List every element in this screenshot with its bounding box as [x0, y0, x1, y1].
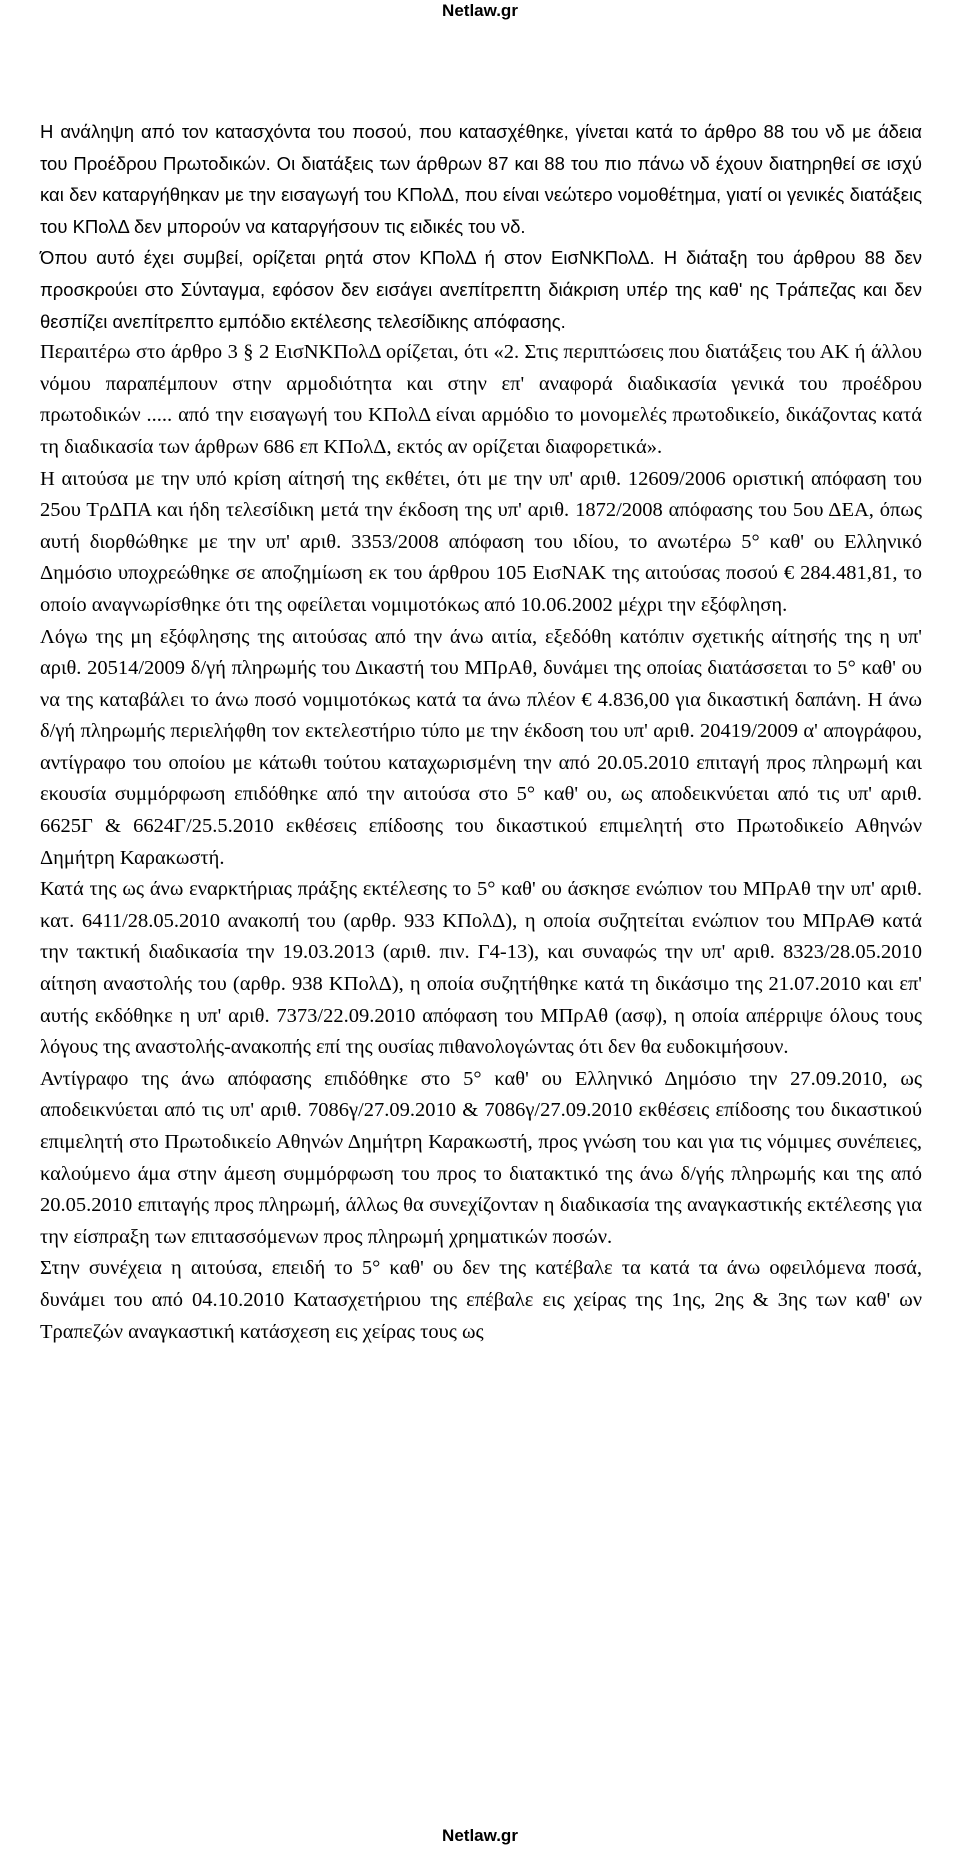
paragraph-6: Κατά της ως άνω εναρκτήριας πράξης εκτέλεσης το 5° καθ' ου άσκησε ενώπιον του ΜΠρΑθ την υπ' αριθ. κατ. 6411/28.05.2010 ανακοπή του (αρθρ. 933 ΚΠολΔ), η οποία συζητείται ενώπιον του ΜΠρΑΘ κατά την τακτική διαδικασία την 19.03.2013 (αριθ. πιν. Γ4-13), και συναφώς την υπ' αριθ. 8323/28.05.2010 αίτηση αναστολής του (αρθρ. 938 ΚΠολΔ), η οποία συζητήθηκε κατά τη δικάσιμο της 21.07.2010 και επ' αυτής εκδόθηκε η υπ' αριθ. 7373/22.09.2010 απόφαση του ΜΠρΑθ (ασφ), η οποία απέρριψε όλους τους λόγους της αναστολής-ανακοπής επί της ουσίας πιθανολογώντας ότι δεν θα ευδοκιμήσουν.	[40, 878, 922, 1059]
paragraph-4: Η αιτούσα με την υπό κρίση αίτησή της εκθέτει, ότι με την υπ' αριθ. 12609/2006 οριστική απόφαση του 25ου ΤρΔΠΑ και ήδη τελεσίδικη μετά την έκδοση της υπ' αριθ. 1872/2008 απόφασης του 5ου ΔΕΑ, όπως αυτή διορθώθηκε με την υπ' αριθ. 3353/2008 απόφαση του ιδίου, το ανωτέρω 5° καθ' ου Ελληνικό Δημόσιο υποχρεώθηκε σε αποζημίωση εκ του άρθρου 105 ΕισΝΑΚ της αιτούσας ποσού € 284.481,81, το οποίο αναγνωρίσθηκε ότι της οφείλεται νομιμοτόκως από 10.06.2002 μέχρι την εξόφληση.	[40, 467, 922, 616]
paragraph-2: Όπου αυτό έχει συμβεί, ορίζεται ρητά στον ΚΠολΔ ή στον ΕισΝΚΠολΔ. Η διάταξη του άρθρου 88 δεν προσκρούει στο Σύνταγμα, εφόσον δεν εισάγει ανεπίτρεπτη διάκριση υπέρ της καθ' ης Τράπεζας και δεν θεσπίζει ανεπίτρεπτο εμπόδιο εκτέλεσης τελεσίδικης απόφασης.	[40, 247, 922, 332]
site-header: Netlaw.gr	[442, 1, 518, 20]
paragraph-3: Περαιτέρω στο άρθρο 3 § 2 ΕισΝΚΠολΔ ορίζεται, ότι «2. Στις περιπτώσεις που διατάξεις του ΑΚ ή άλλου νόμου παραπέμπουν στην αρμοδιότητα και στην επ' αναφορά διαδικασία γενικά του προέδρου πρωτοδικών ..... από την εισαγωγή του ΚΠολΔ είναι αρμόδιο το μονομελές πρωτοδικείο, δικάζοντας κατά τη διαδικασία των άρθρων 686 επ ΚΠολΔ, εκτός αν ορίζεται διαφορετικά».	[40, 341, 922, 458]
paragraph-7: Αντίγραφο της άνω απόφασης επιδόθηκε στο 5° καθ' ου Ελληνικό Δημόσιο την 27.09.2010, ως αποδεικνύεται από τις υπ' αριθ. 7086γ/27.09.2010 & 7086γ/27.09.2010 εκθέσεις επίδοσης του δικαστικού επιμελητή στο Πρωτοδικείο Αθηνών Δημήτρη Καρακωστή, προς γνώση του και για τις νόμιμες συνέπειες, καλούμενο άμα στην άμεση συμμόρφωση του προς το διατακτικό της άνω δ/γής πληρωμής και της από 20.05.2010 επιταγής προς πληρωμή, άλλως θα συνεχίζονταν η διαδικασία της αναγκαστικής εκτέλεσης για την είσπραξη των επιτασσόμενων προς πληρωμή χρηματικών ποσών.	[40, 1067, 922, 1248]
document-body	[0, 116, 960, 1348]
paragraph-5: Λόγω της μη εξόφλησης της αιτούσας από την άνω αιτία, εξεδόθη κατόπιν σχετικής αίτησής της η υπ' αριθ. 20514/2009 δ/γή πληρωμής του Δικαστή του ΜΠρΑθ, δυνάμει της οποίας διατάσσεται το 5° καθ' ου να της καταβάλει το άνω ποσό νομιμοτόκως κατά τα άνω πλέον € 4.836,00 για δικαστική δαπάνη. Η άνω δ/γή πληρωμής περιελήφθη τον εκτελεστήριο τύπο με την έκδοση του υπ' αριθ. 20419/2009 α' απογράφου, αντίγραφο του οποίου με κάτωθι τούτου καταχωρισμένη την από 20.05.2010 επιταγή προς πληρωμή και εκουσία συμμόρφωση επιδόθηκε από την αιτούσα στο 5° καθ' ου, ως αποδεικνύεται από τις υπ' αριθ. 6625Γ & 6624Γ/25.5.2010 εκθέσεις επίδοσης του δικαστικού επιμελητή στο Πρωτοδικείο Αθηνών Δημήτρη Καρακωστή.	[40, 625, 922, 869]
site-footer: Netlaw.gr	[442, 1826, 518, 1845]
paragraph-1: Η ανάληψη από τον κατασχόντα του ποσού, που κατασχέθηκε, γίνεται κατά το άρθρο 88 του νδ με άδεια του Προέδρου Πρωτοδικών. Οι διατάξεις των άρθρων 87 και 88 του πιο πάνω νδ έχουν διατηρηθεί σε ισχύ και δεν καταργήθηκαν με την εισαγωγή του ΚΠολΔ, που είναι νεώτερο νομοθέτημα, γιατί οι γενικές διατάξεις του ΚΠολΔ δεν μπορούν να καταργήσουν τις ειδικές του νδ.	[40, 121, 922, 237]
paragraph-8: Στην συνέχεια η αιτούσα, επειδή το 5° καθ' ου δεν της κατέβαλε τα κατά τα άνω οφειλόμενα ποσά, δυνάμει του από 04.10.2010 Κατασχετήριου της επέβαλε εις χείρας της 1ης, 2ης & 3ης των καθ' ων Τραπεζών αναγκαστική κατάσχεση εις χείρας τους ως	[40, 1257, 922, 1343]
